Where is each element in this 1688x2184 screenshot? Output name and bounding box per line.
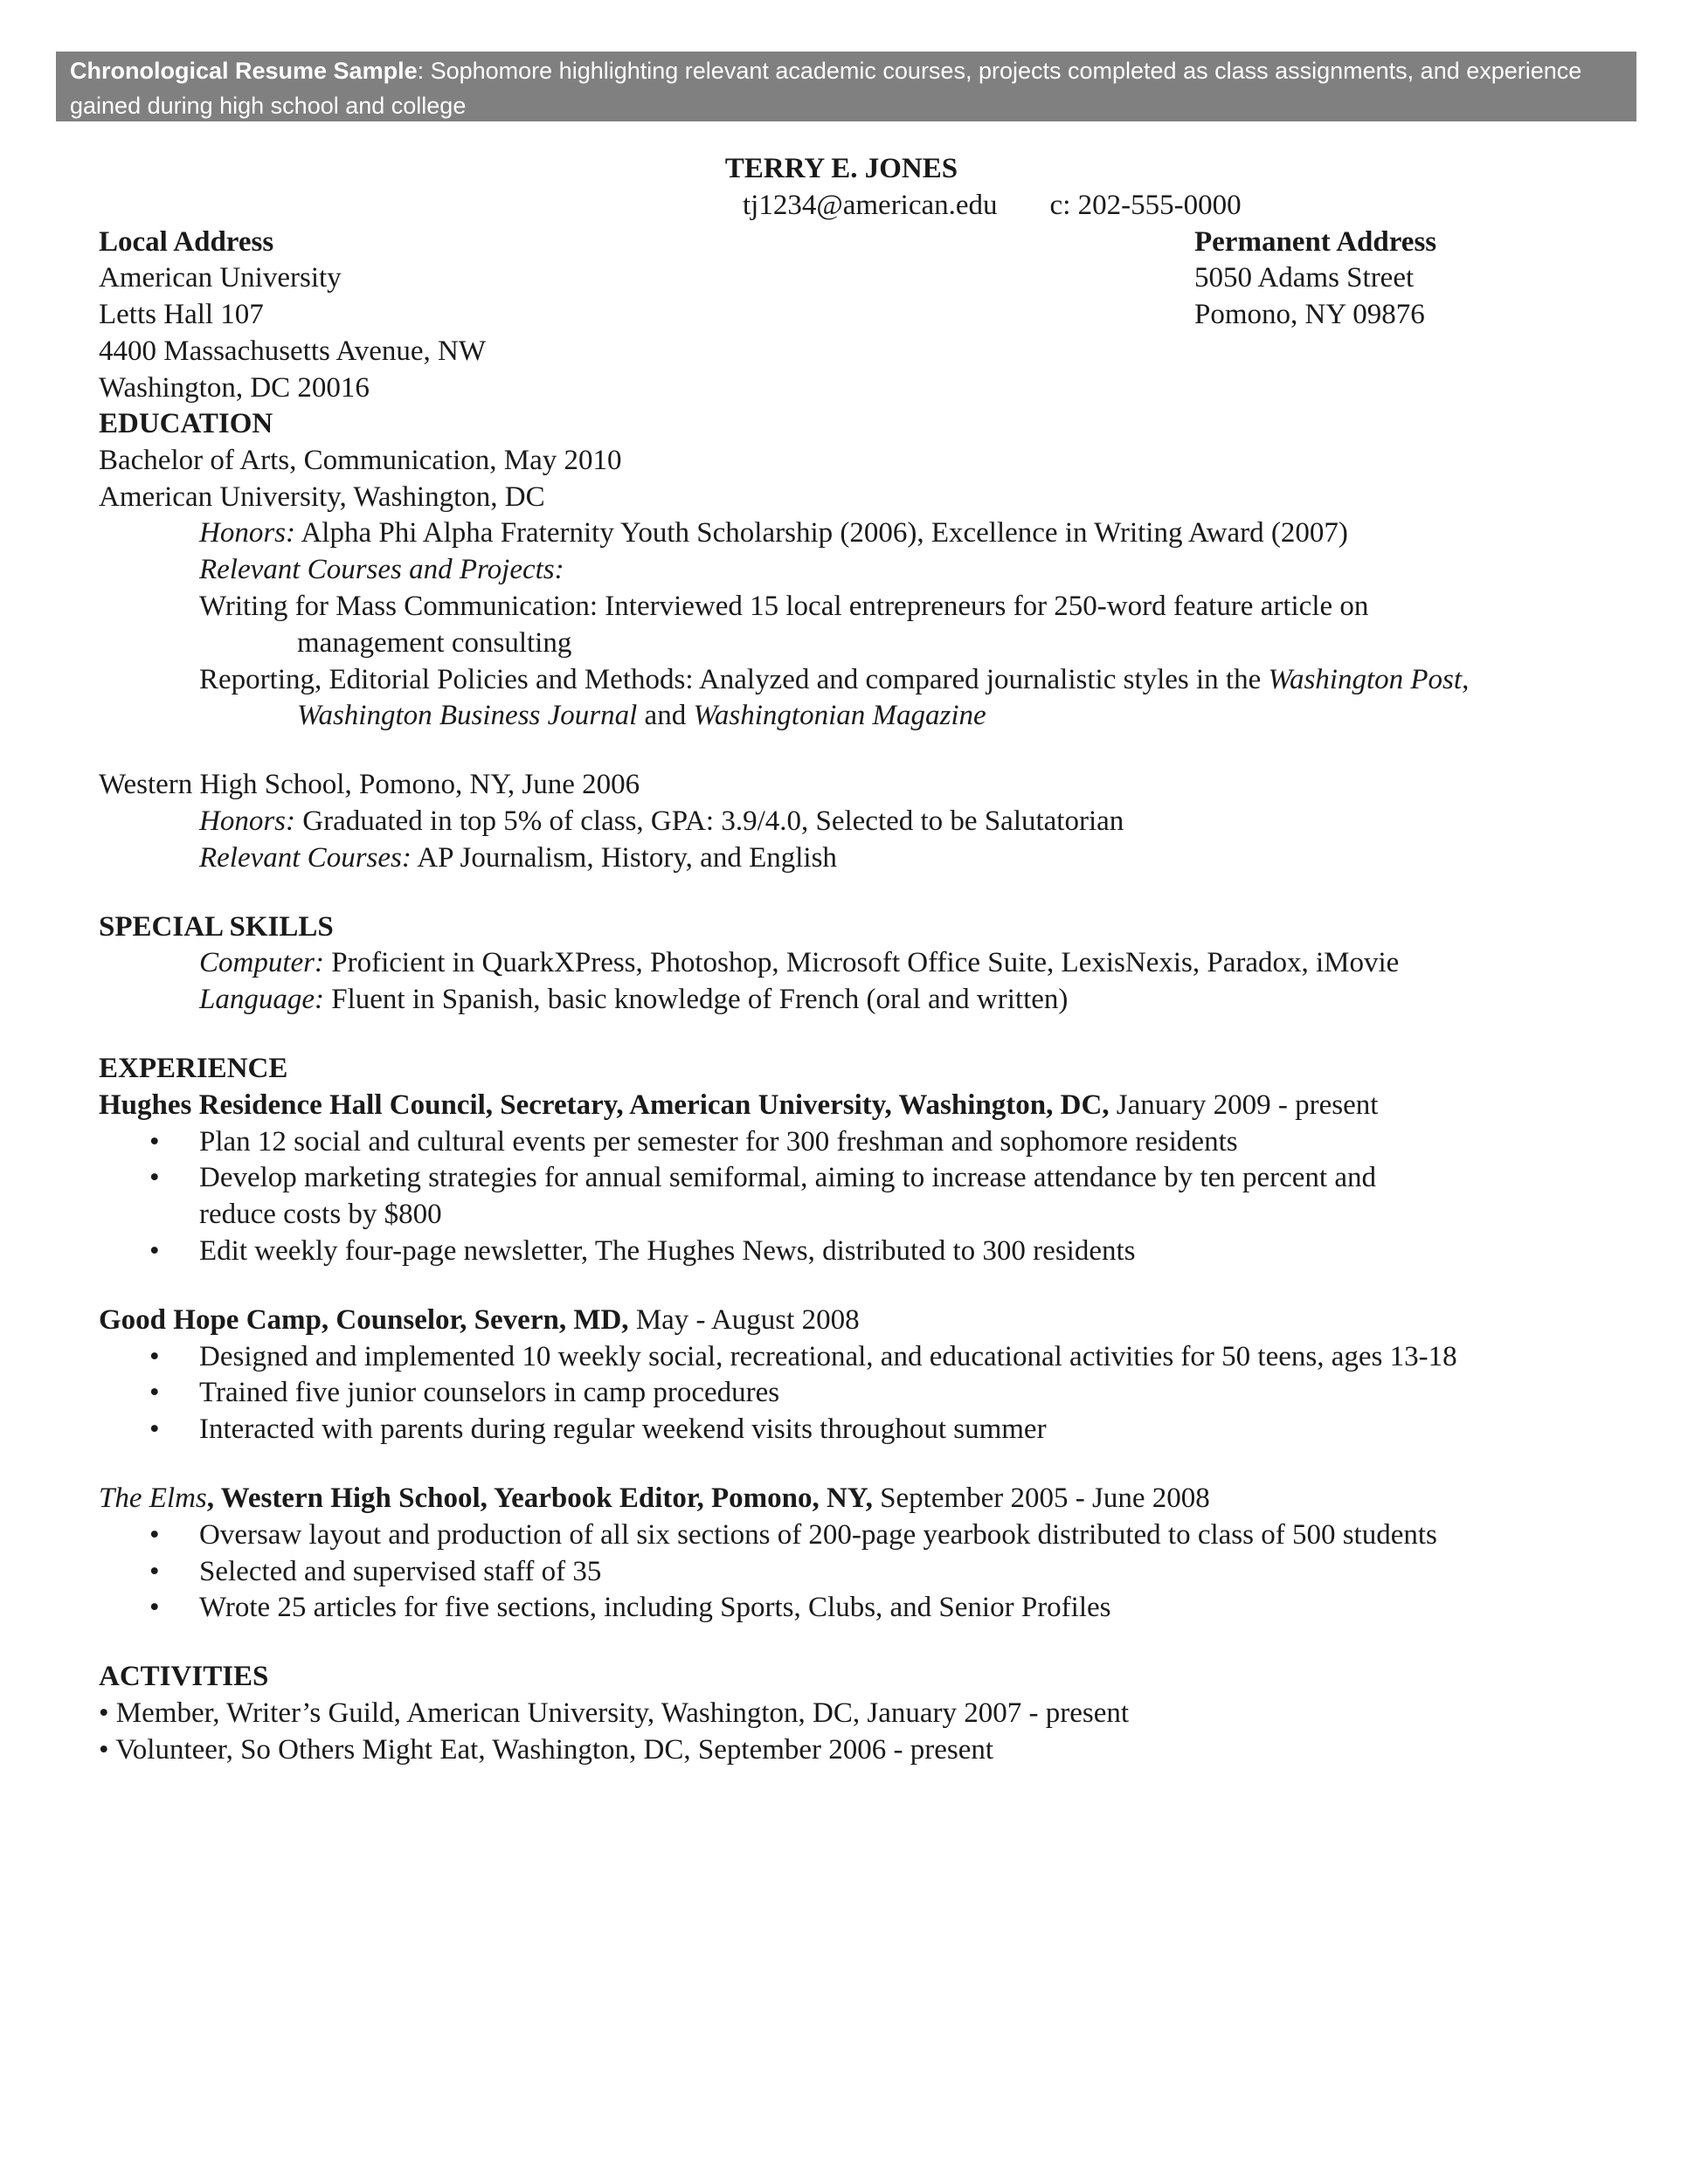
- section-heading: SPECIAL SKILLS: [99, 910, 334, 943]
- bullet-icon: •: [149, 1234, 160, 1267]
- address-line: Pomono, NY 09876: [1194, 299, 1425, 331]
- job-title: , Western High School, Yearbook Editor, Pomono, NY,: [206, 1482, 873, 1514]
- bullet-text: reduce costs by $800: [199, 1199, 442, 1231]
- job-bullet: [99, 1124, 1636, 1161]
- activity-item: • Member, Writer’s Guild, American University, Washington, DC, January 2007 - present: [99, 1697, 1130, 1729]
- bullet-icon: •: [149, 1413, 160, 1446]
- bullet-icon: •: [149, 1340, 160, 1372]
- bullet-icon: •: [149, 1162, 160, 1194]
- job-entry: [99, 1481, 1636, 1627]
- job-title: Good Hope Camp, Counselor, Severn, MD,: [99, 1303, 629, 1336]
- skills-section: [99, 909, 1636, 1019]
- honors-label: Honors:: [199, 805, 296, 837]
- bullet-icon: •: [149, 1555, 160, 1587]
- honors-text: Alpha Phi Alpha Fraternity Youth Scholarship (2006), Excellence in Writing Award (2007): [295, 517, 1348, 549]
- job-bullet: [99, 1234, 1636, 1270]
- course-item: Writing for Mass Communication: Interviewed 15 local entrepreneurs for 250-word feature article on: [199, 590, 1369, 622]
- degree: Bachelor of Arts, Communication, May 2010: [99, 444, 622, 476]
- honors-text: Graduated in top 5% of class, GPA: 3.9/4.0, Selected to be Salutatorian: [295, 805, 1124, 837]
- course-item: [99, 662, 1636, 699]
- bullet-text: Designed and implemented 10 weekly social, recreational, and educational activities for 50 teens, ages 13-18: [199, 1340, 1457, 1372]
- job-dates: September 2005 - June 2008: [872, 1482, 1210, 1514]
- job-dates: January 2009 - present: [1109, 1089, 1379, 1121]
- job-entry: [99, 1303, 1636, 1448]
- job-header: [99, 1481, 1636, 1517]
- courses-label: Relevant Courses:: [199, 841, 412, 874]
- hs-honors: [99, 804, 1636, 840]
- bullet-text: Edit weekly four-page newsletter, The Hughes News, distributed to 300 residents: [199, 1234, 1136, 1267]
- section-heading: ACTIVITIES: [99, 1661, 269, 1693]
- email: tj1234@american.edu: [743, 189, 998, 221]
- bullet-icon: •: [149, 1518, 160, 1551]
- publication: Washingtonian Magazine: [693, 700, 986, 732]
- candidate-name: TERRY E. JONES: [724, 153, 958, 184]
- bullet-text: Selected and supervised staff of 35: [199, 1555, 602, 1587]
- skill-text: Proficient in QuarkXPress, Photoshop, Microsoft Office Suite, LexisNexis, Paradox, iMovie: [324, 947, 1400, 979]
- job-bullet: [99, 1590, 1636, 1627]
- contact-info: [743, 188, 1242, 225]
- bullet-icon: •: [149, 1377, 160, 1409]
- job-bullet: [99, 1517, 1636, 1554]
- computer-skills: [99, 945, 1636, 982]
- job-title: Hughes Residence Hall Council, Secretary, American University, Washington, DC,: [99, 1089, 1110, 1121]
- job-bullet: [99, 1412, 1636, 1448]
- bullet-icon: •: [149, 1592, 160, 1624]
- address-line: 5050 Adams Street: [1194, 262, 1415, 294]
- address-line: Washington, DC 20016: [99, 371, 370, 404]
- section-heading: EXPERIENCE: [99, 1052, 288, 1084]
- hs-courses: [99, 840, 1636, 877]
- courses-label-text: Relevant Courses and Projects:: [199, 554, 564, 586]
- job-bullet-continued: [99, 1197, 1636, 1234]
- permanent-address: [1194, 225, 1436, 334]
- local-address-label: Local Address: [99, 225, 274, 258]
- job-bullet: [99, 1339, 1636, 1376]
- banner-description: : Sophomore highlighting relevant academic courses, projects completed as class assignments, and experience gained during high school and college: [70, 58, 1582, 119]
- address-line: 4400 Massachusetts Avenue, NW: [99, 335, 486, 367]
- experience-section: [99, 1051, 1636, 1627]
- skill-text: Fluent in Spanish, basic knowledge of French (oral and written): [324, 984, 1069, 1016]
- bullet-text: Wrote 25 articles for five sections, including Sports, Clubs, and Senior Profiles: [199, 1592, 1111, 1624]
- section-heading: EDUCATION: [99, 408, 273, 439]
- bullet-text: Trained five junior counselors in camp procedures: [199, 1377, 780, 1409]
- conjunction: and: [637, 700, 694, 732]
- publication: Washington Business Journal: [297, 700, 638, 732]
- address-line: Letts Hall 107: [99, 299, 264, 331]
- address-line: American University: [99, 262, 342, 294]
- publication-name: The Elms: [99, 1482, 207, 1514]
- banner-title: Chronological Resume Sample: [70, 58, 418, 84]
- bullet-text: Develop marketing strategies for annual semiformal, aiming to increase attendance by ten percent and: [199, 1162, 1376, 1194]
- course-item-continued: management consulting: [297, 626, 572, 659]
- school: American University, Washington, DC: [99, 480, 545, 513]
- job-dates: May - August 2008: [628, 1303, 860, 1336]
- bullet-icon: •: [149, 1125, 160, 1158]
- job-bullet: [99, 1160, 1636, 1197]
- high-school: Western High School, Pomono, NY, June 2006: [99, 769, 640, 801]
- punct: ,: [1462, 663, 1470, 695]
- skill-label: Computer:: [199, 947, 324, 979]
- local-address: [99, 225, 486, 407]
- language-skills: [99, 982, 1636, 1019]
- publication: Washington Post: [1268, 663, 1463, 695]
- permanent-address-label: Permanent Address: [1194, 225, 1437, 258]
- activity-item: • Volunteer, So Others Might Eat, Washington, DC, September 2006 - present: [99, 1733, 994, 1766]
- education-section: [99, 406, 1636, 877]
- honors-label: Honors:: [199, 517, 296, 549]
- skill-label: Language:: [199, 984, 324, 1016]
- job-header: [99, 1088, 1636, 1124]
- course-item-continued: [99, 698, 1636, 735]
- job-header: [99, 1303, 1636, 1339]
- bullet-text: Plan 12 social and cultural events per semester for 300 freshman and sophomore residents: [199, 1125, 1238, 1158]
- honors: [99, 515, 1636, 552]
- bullet-text: Oversaw layout and production of all six sections of 200-page yearbook distributed to class of 500 students: [199, 1518, 1437, 1551]
- job-bullet: [99, 1554, 1636, 1591]
- phone: c: 202-555-0000: [1049, 189, 1242, 221]
- course-text: Reporting, Editorial Policies and Methods: Analyzed and compared journalistic styles in the: [199, 663, 1269, 695]
- job-bullet: [99, 1375, 1636, 1412]
- job-entry: [99, 1088, 1636, 1270]
- courses-label: [99, 552, 1636, 589]
- courses-text: AP Journalism, History, and English: [411, 841, 837, 874]
- bullet-text: Interacted with parents during regular weekend visits throughout summer: [199, 1413, 1047, 1446]
- resume-sample-banner: [56, 52, 1636, 121]
- activities-section: [99, 1659, 1636, 1768]
